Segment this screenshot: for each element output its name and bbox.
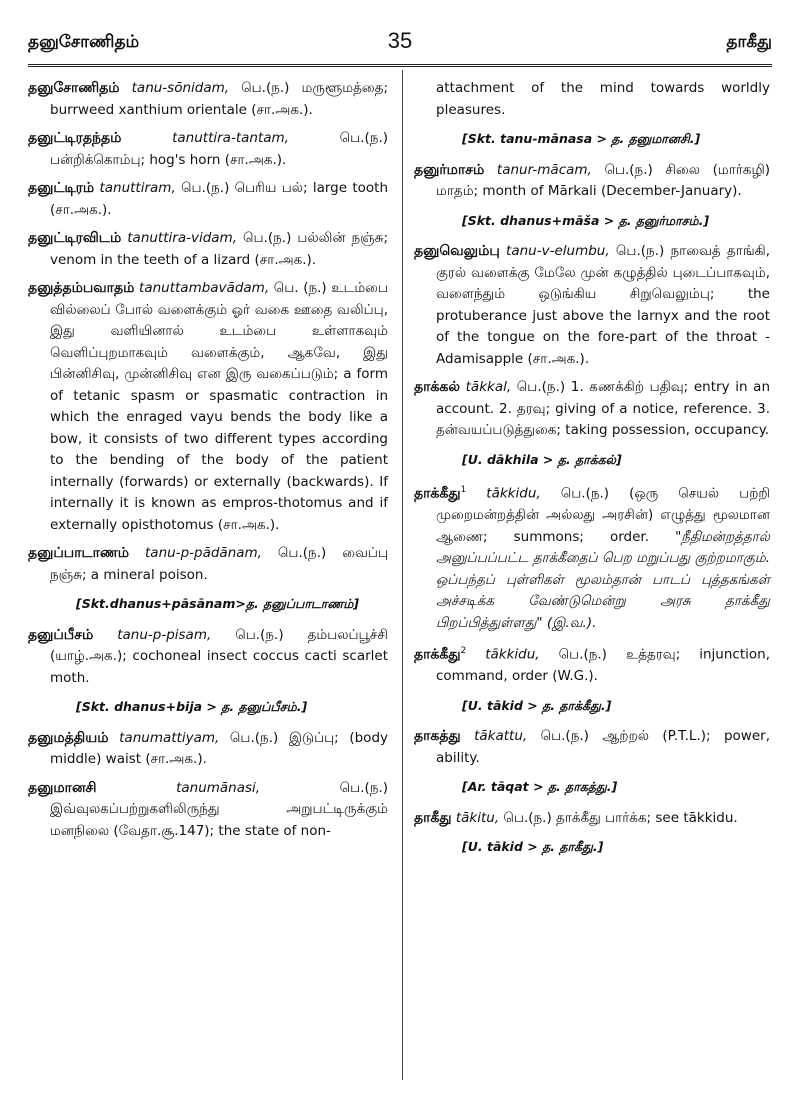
entry-transliteration: tanuttira-vidam, bbox=[127, 230, 237, 246]
entry-definition: பெ.(ந.) இவ்வுலகப்பற்றுகளிலிருந்து அறுபட்டிருக்கும் மனநிலை (வேதா.சூ.147); the state of non- bbox=[50, 779, 389, 839]
entry-headword: தனுவெலும்பு bbox=[414, 243, 500, 259]
usage-example: "நீதிமன்றத்தால் அனுப்பப்பட்ட தாக்கீதைப் பெற மறுப்பது குற்றமாகும். ஒப்பந்தப் புள்ளிகள் மூலம்தான் பாடப் புத்தகங்கள் அச்சடிக்க வேண்டுமென்று அரசு தாக்கீது பிறப்பித்துள்ளது" (இ.வ.). bbox=[436, 528, 771, 631]
entry-definition: பெ.(ந.) வைப்பு நஞ்சு; a mineral poison. bbox=[50, 545, 388, 583]
entry-definition: பெ.(ந.) 1. கணக்கிற் பதிவு; entry in an account. 2. தரவு; giving of a notice, reference. 3. தன்வயப்படுத்துகை; taking possession, occupancy. bbox=[436, 379, 770, 438]
entry-headword: தாகீது bbox=[414, 809, 452, 826]
entry-headword: தனுப்பீசம் bbox=[28, 626, 94, 643]
entry-transliteration: tākitu, bbox=[455, 809, 500, 826]
entry-headword: தாக்கீது bbox=[414, 646, 461, 663]
entry-headword: தனுட்டிரதந்தம் bbox=[28, 130, 122, 146]
entry-definition: பெ.(ந.) பெரிய பல்; large tooth (சா.அக.). bbox=[50, 180, 389, 218]
entry-transliteration: tanuttiram, bbox=[99, 180, 176, 196]
entry-transliteration: tākkidu, bbox=[466, 485, 541, 502]
entry-transliteration: tākkidu, bbox=[466, 646, 540, 663]
dictionary-entry bbox=[28, 128, 388, 171]
entry-definition: பெ.(ந.) இடுப்பு; (body middle) waist (சா.அக.). bbox=[50, 729, 388, 767]
dictionary-entry bbox=[28, 625, 388, 690]
page-header bbox=[28, 28, 772, 67]
entry-definition: பெ.(ந.) பன்றிக்கொம்பு; hog's horn (சா.அக.). bbox=[50, 130, 389, 168]
dictionary-entry bbox=[414, 808, 770, 830]
entry-headword: தனுமத்தியம் bbox=[28, 729, 109, 746]
page-number: 35 bbox=[387, 28, 413, 53]
entry-definition: பெ.(ந.) ஆற்றல் (P.T.L.); power, ability. bbox=[436, 728, 770, 766]
dictionary-entry bbox=[28, 178, 388, 221]
entry-headword: தனுத்தம்பவாதம் bbox=[28, 280, 135, 296]
entry-transliteration: tākkal, bbox=[465, 379, 512, 395]
dictionary-entry bbox=[414, 377, 770, 442]
entry-headword: தனுப்பாடாணம் bbox=[28, 545, 130, 561]
dictionary-entry bbox=[414, 78, 770, 121]
homonym-number: 1 bbox=[460, 485, 467, 495]
entry-transliteration: tanu-p-pādānam, bbox=[145, 545, 262, 561]
left-running-head: தனுசோணிதம் bbox=[28, 32, 140, 52]
entry-definition: பெ. (ந.) உடம்பை வில்லைப் போல் வளைக்கும் ஓர் வகை ஊதை வலிப்பு, இது வளியினால் உடம்பை உள்ளாகவும் வெளிப்புறமாகவும் வளைக்கும், ஆகவே, இது பின்னிசிவு, முன்னிசிவு என இரு வகைப்படும்; a form of tetanic spasm or spasmatic contraction in which the enraged vayu bends the body like a bow, it consists of two different types according to the bending of the body of the patient internally (forwards) or externally (backwards). If internally it is known as empros-thotomus and if externally opisthotomus (சா.அக.). bbox=[50, 280, 388, 533]
dictionary-entry bbox=[28, 728, 388, 771]
dictionary-entry bbox=[28, 78, 388, 121]
entry-definition: பெ.(ந.) மருளூமத்தை; burrweed xanthium orientale (சா.அக.). bbox=[50, 80, 388, 118]
dictionary-entry bbox=[414, 726, 770, 769]
dictionary-entry bbox=[28, 278, 388, 536]
dictionary-entry bbox=[28, 778, 388, 843]
entry-headword: தனுட்டிரவிடம் bbox=[28, 230, 122, 246]
entry-definition: பெ.(ந.) பல்லின் நஞ்சு; venom in the teeth of a lizard (சா.அக.). bbox=[50, 230, 388, 268]
etymology: [U. tākid > த. தாகீது.] bbox=[462, 839, 604, 854]
entry-headword: தனுசோணிதம் bbox=[28, 80, 120, 96]
dictionary-entry bbox=[414, 480, 770, 634]
etymology: [Skt. dhanus+bija > த. தனுப்பீசம்.] bbox=[76, 699, 308, 714]
entry-definition: பெ.(ந.) நாவைத் தாங்கி, குரல் வளைக்கு மேலே முன் கழுத்தில் புடைப்பாகவும், வளைந்தும் ஒடுங்கிய சிறுவெலும்பு; the protuberance just above the larnyx and the root of the tongue on the fore-part of the throat - Adamisapple (சா.அக.). bbox=[436, 243, 771, 367]
entry-transliteration: tanu-p-pisam, bbox=[117, 626, 212, 643]
entry-definition: பெ.(ந.) தம்பலப்பூச்சி (யாழ்.அக.); cochoneal insect coccus cacti scarlet moth. bbox=[50, 626, 388, 686]
entry-headword: தனுர்மாசம் bbox=[414, 161, 485, 178]
etymology: [U. tākid > த. தாக்கீது.] bbox=[462, 697, 612, 713]
entry-transliteration: tanu-sōnidam, bbox=[131, 80, 230, 96]
right-column bbox=[414, 78, 770, 868]
homonym-number: 2 bbox=[460, 646, 467, 656]
entry-definition: பெ.(ந.) உத்தரவு; injunction, command, order (W.G.). bbox=[436, 646, 770, 684]
entry-transliteration: tanu-v-elumbu, bbox=[506, 243, 610, 259]
entry-headword: தாகத்து bbox=[414, 728, 461, 744]
entry-headword: தனுமானசி bbox=[28, 779, 97, 796]
entry-headword: தாக்கல் bbox=[414, 379, 460, 395]
entry-headword: தனுட்டிரம் bbox=[28, 180, 95, 196]
entry-definition: பெ.(ந.) (ஒரு செயல் பற்றி முறைமன்றத்தின் அல்லது அரசின்) எழுத்து மூலமான ஆணை; summons; order. bbox=[436, 485, 770, 545]
etymology: [Skt. tanu-mānasa > த. தனுமானசி.] bbox=[462, 131, 701, 146]
etymology: [Ar. tāqat > த. தாகத்து.] bbox=[462, 779, 618, 794]
entry-transliteration: tanuttira-tantam, bbox=[172, 130, 289, 146]
dictionary-entry bbox=[28, 543, 388, 586]
etymology: [Skt.dhanus+pāsānam>த. தனுப்பாடாணம்] bbox=[76, 596, 360, 611]
entry-transliteration: tanur-mācam, bbox=[496, 161, 592, 178]
entry-definition: attachment of the mind towards worldly pleasures. bbox=[436, 80, 770, 118]
etymology: [Skt. dhanus+māša > த. தனுர்மாசம்.] bbox=[462, 212, 710, 228]
entry-transliteration: tanumattiyam, bbox=[119, 729, 220, 746]
entry-transliteration: tākattu, bbox=[474, 728, 528, 744]
entry-definition: பெ.(ந.) தாக்கீது பார்க்க; see tākkidu. bbox=[499, 809, 738, 826]
dictionary-entry bbox=[414, 160, 770, 203]
dictionary-entry bbox=[28, 228, 388, 271]
entry-transliteration: tanumānasi, bbox=[176, 779, 261, 796]
dictionary-entry bbox=[414, 241, 770, 370]
column-divider bbox=[402, 70, 403, 1080]
etymology: [U. dākhila > த. தாக்கல்] bbox=[462, 451, 622, 467]
right-running-head: தாகீது bbox=[726, 32, 772, 52]
left-column bbox=[28, 78, 388, 849]
entry-definition: பெ.(ந.) சிலை (மார்கழி) மாதம்; month of Mārkali (December-January). bbox=[436, 161, 770, 199]
entry-headword: தாக்கீது bbox=[414, 485, 461, 502]
entry-transliteration: tanuttambavādam, bbox=[139, 280, 270, 296]
dictionary-entry bbox=[414, 641, 770, 688]
